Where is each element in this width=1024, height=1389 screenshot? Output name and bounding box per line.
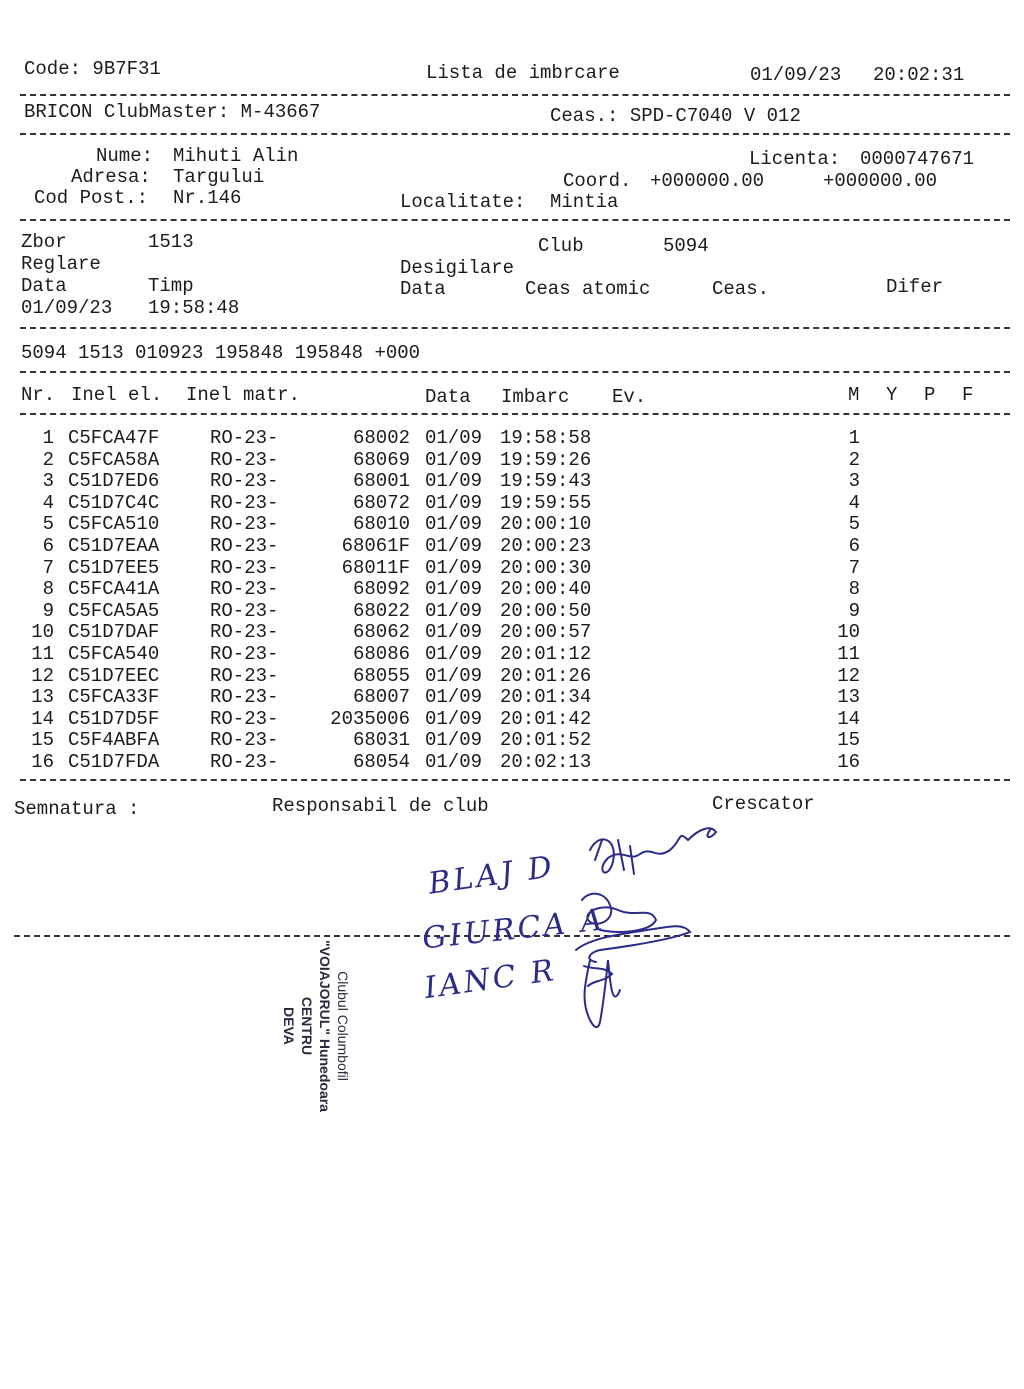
stamp-line-4: DEVA [281, 1007, 297, 1045]
row-m: 12 [837, 664, 860, 687]
clubmaster-id: BRICON ClubMaster: M-43667 [24, 101, 321, 123]
row-time: 20:01:34 [500, 686, 592, 709]
row-electronic-ring: C5F4ABFA [68, 729, 160, 752]
row-nr: 5 [42, 513, 54, 536]
row-ring-prefix: RO-23- [210, 535, 279, 557]
divider [20, 94, 1010, 96]
row-nr: 7 [42, 556, 54, 579]
col-inel-matr: Inel matr. [186, 384, 301, 406]
row-date: 01/09 [425, 621, 483, 644]
row-m: 2 [848, 448, 860, 471]
zbor-number: 1513 [148, 231, 194, 253]
owner-name: Mihuti Alin [173, 145, 299, 167]
signature-scribble [560, 810, 730, 1040]
row-date: 01/09 [425, 470, 483, 493]
row-m: 6 [848, 535, 860, 557]
table-row [0, 686, 1024, 708]
reglare-time: 19:58:48 [148, 297, 240, 319]
row-date: 01/09 [425, 599, 483, 622]
row-m: 8 [848, 578, 860, 601]
row-m: 5 [848, 513, 860, 536]
row-ring-prefix: RO-23- [210, 513, 279, 536]
row-date: 01/09 [425, 643, 483, 665]
row-ring-number: 68022 [352, 599, 410, 622]
row-m: 11 [837, 643, 860, 665]
reglare-label: Reglare [21, 253, 101, 275]
table-row [0, 535, 1024, 557]
row-date: 01/09 [425, 686, 483, 709]
row-ring-prefix: RO-23- [210, 686, 279, 709]
divider [20, 327, 1010, 329]
divider [20, 413, 1010, 415]
col-imbarc: Imbarc [501, 386, 570, 408]
row-date: 01/09 [425, 729, 483, 752]
row-time: 20:01:12 [500, 643, 592, 665]
row-ring-number: 68010 [352, 513, 410, 536]
desigilare-label: Desigilare [400, 257, 515, 279]
ceas-atomic-label: Ceas atomic [525, 278, 651, 300]
table-row [0, 470, 1024, 492]
row-ring-number: 68055 [352, 664, 410, 687]
row-electronic-ring: C51D7FDA [68, 751, 160, 773]
difer-label: Difer [886, 276, 944, 298]
coord-label: Coord. [563, 170, 632, 192]
row-electronic-ring: C5FCA41A [68, 578, 160, 601]
table-row [0, 449, 1024, 471]
row-electronic-ring: C5FCA47F [68, 427, 160, 449]
row-ring-prefix: RO-23- [210, 578, 279, 601]
divider [20, 133, 1010, 135]
row-electronic-ring: C5FCA540 [68, 643, 160, 665]
row-time: 20:00:30 [500, 556, 592, 579]
desigilare-data-label: Data [400, 278, 446, 300]
row-time: 20:01:42 [500, 707, 592, 730]
row-date: 01/09 [425, 664, 483, 687]
row-ring-prefix: RO-23- [210, 729, 279, 752]
row-m: 4 [848, 491, 860, 514]
reglare-data-label: Data [21, 275, 67, 297]
row-electronic-ring: C51D7ED6 [68, 470, 160, 493]
handwritten-name-1: BLAJ D [426, 849, 558, 902]
row-electronic-ring: C51D7EAA [68, 535, 160, 557]
row-ring-prefix: RO-23- [210, 448, 279, 471]
row-m: 16 [837, 751, 860, 773]
row-time: 20:01:52 [500, 729, 592, 752]
row-electronic-ring: C5FCA5A5 [68, 599, 160, 622]
row-electronic-ring: C5FCA58A [68, 448, 160, 471]
row-nr: 11 [31, 643, 54, 665]
table-row [0, 600, 1024, 622]
divider [20, 219, 1010, 221]
stamp-line-1: Clubul Columbofil [335, 971, 351, 1081]
clock-id: Ceas.: SPD-C7040 V 012 [550, 105, 801, 127]
coord-y: +000000.00 [823, 170, 938, 192]
divider [20, 779, 1010, 781]
document-title: Lista de imbrcare [426, 62, 620, 84]
col-nr: Nr. [21, 384, 56, 406]
club-label: Club [538, 235, 584, 257]
row-m: 10 [837, 621, 860, 644]
row-time: 19:59:55 [500, 491, 592, 514]
row-ring-number: 68002 [352, 427, 410, 449]
row-nr: 16 [31, 751, 54, 773]
row-time: 20:00:57 [500, 621, 592, 644]
row-ring-prefix: RO-23- [210, 664, 279, 687]
col-f: F [962, 384, 974, 406]
row-time: 20:00:10 [500, 513, 592, 536]
license-number: 0000747671 [860, 148, 975, 170]
locality-label: Localitate: [400, 191, 526, 213]
handwritten-name-3: IANC R [422, 952, 559, 1007]
row-date: 01/09 [425, 448, 483, 471]
row-electronic-ring: C51D7EEC [68, 664, 160, 687]
row-nr: 9 [42, 599, 54, 622]
row-date: 01/09 [425, 578, 483, 601]
col-inel-el: Inel el. [71, 384, 163, 406]
row-ring-prefix: RO-23- [210, 470, 279, 493]
table-row [0, 751, 1024, 773]
row-date: 01/09 [425, 491, 483, 514]
col-m: M [848, 384, 860, 406]
owner-address: Targului [173, 166, 265, 188]
timp-label: Timp [148, 275, 194, 297]
row-date: 01/09 [425, 707, 483, 730]
row-ring-prefix: RO-23- [210, 643, 279, 665]
row-nr: 1 [42, 427, 54, 449]
row-time: 20:01:26 [500, 664, 592, 687]
reglare-date: 01/09/23 [21, 297, 113, 319]
row-nr: 4 [42, 491, 54, 514]
row-ring-number: 2035006 [330, 707, 410, 730]
row-nr: 14 [31, 707, 54, 730]
row-time: 20:00:40 [500, 578, 592, 601]
row-m: 9 [848, 599, 860, 622]
handwritten-name-2: GIURCA A [420, 902, 607, 957]
flight-summary: 5094 1513 010923 195848 195848 +000 [21, 342, 421, 364]
row-nr: 2 [42, 448, 54, 471]
col-p: P [924, 384, 936, 406]
row-date: 01/09 [425, 513, 483, 536]
row-ring-prefix: RO-23- [210, 599, 279, 622]
table-row [0, 513, 1024, 535]
address-label: Adresa: [71, 166, 151, 188]
col-data: Data [425, 386, 471, 408]
table-row [0, 729, 1024, 751]
zbor-label: Zbor [21, 231, 67, 253]
row-time: 20:00:50 [500, 599, 592, 622]
row-electronic-ring: C51D7D5F [68, 707, 160, 730]
row-ring-prefix: RO-23- [210, 751, 279, 773]
row-time: 19:58:58 [500, 427, 592, 449]
ceas-label: Ceas. [712, 278, 770, 300]
row-ring-prefix: RO-23- [210, 621, 279, 644]
print-time: 20:02:31 [873, 64, 965, 86]
row-electronic-ring: C51D7C4C [68, 491, 160, 514]
table-row [0, 621, 1024, 643]
club-stamp [280, 940, 352, 1112]
coord-x: +000000.00 [650, 170, 765, 192]
row-nr: 8 [42, 578, 54, 601]
divider [20, 371, 1010, 373]
row-ring-prefix: RO-23- [210, 707, 279, 730]
row-nr: 10 [31, 621, 54, 644]
row-ring-number: 68062 [352, 621, 410, 644]
club-responsible-label: Responsabil de club [272, 795, 489, 817]
row-time: 20:02:13 [500, 751, 592, 773]
row-time: 19:59:43 [500, 470, 592, 493]
breeder-label: Crescator [712, 793, 815, 815]
stamp-line-3: CENTRU [299, 996, 315, 1056]
club-number: 5094 [663, 235, 709, 257]
row-ring-number: 68007 [352, 686, 410, 709]
license-label: Licenta: [749, 148, 841, 170]
row-ring-number: 68069 [352, 448, 410, 471]
table-row [0, 708, 1024, 730]
row-m: 1 [848, 427, 860, 449]
row-ring-number: 68001 [352, 470, 410, 493]
row-nr: 6 [42, 535, 54, 557]
row-m: 3 [848, 470, 860, 493]
row-nr: 3 [42, 470, 54, 493]
table-row [0, 427, 1024, 449]
row-date: 01/09 [425, 751, 483, 773]
form-code: Code: 9B7F31 [24, 58, 161, 80]
row-ring-number: 68054 [352, 751, 410, 773]
row-ring-number: 68061F [341, 535, 410, 557]
row-ring-number: 68031 [352, 729, 410, 752]
row-electronic-ring: C51D7DAF [68, 621, 160, 644]
row-time: 20:00:23 [500, 535, 592, 557]
row-m: 13 [837, 686, 860, 709]
row-electronic-ring: C5FCA510 [68, 513, 160, 536]
print-date: 01/09/23 [750, 64, 842, 86]
table-row [0, 557, 1024, 579]
row-ring-number: 68011F [341, 556, 410, 579]
row-m: 15 [837, 729, 860, 752]
row-ring-number: 68092 [352, 578, 410, 601]
row-ring-prefix: RO-23- [210, 556, 279, 579]
row-ring-prefix: RO-23- [210, 491, 279, 514]
row-date: 01/09 [425, 535, 483, 557]
col-ev: Ev. [612, 386, 647, 408]
stamp-line-2: "VOIAJORUL" Hunedoara [317, 940, 333, 1112]
signature-label: Semnatura : [14, 798, 140, 820]
table-row [0, 643, 1024, 665]
row-date: 01/09 [425, 427, 483, 449]
table-row [0, 492, 1024, 514]
postal-label: Cod Post.: [34, 187, 149, 209]
row-m: 7 [848, 556, 860, 579]
table-row [0, 665, 1024, 687]
row-m: 14 [837, 707, 860, 730]
row-nr: 15 [31, 729, 54, 752]
row-ring-number: 68072 [352, 491, 410, 514]
owner-postal: Nr.146 [173, 187, 242, 209]
row-electronic-ring: C5FCA33F [68, 686, 160, 709]
name-label: Nume: [96, 145, 154, 167]
row-nr: 13 [31, 686, 54, 709]
row-date: 01/09 [425, 556, 483, 579]
row-time: 19:59:26 [500, 448, 592, 471]
row-ring-number: 68086 [352, 643, 410, 665]
row-electronic-ring: C51D7EE5 [68, 556, 160, 579]
col-y: Y [886, 384, 898, 406]
table-row [0, 578, 1024, 600]
locality: Mintia [550, 191, 619, 213]
row-ring-prefix: RO-23- [210, 427, 279, 449]
row-nr: 12 [31, 664, 54, 687]
